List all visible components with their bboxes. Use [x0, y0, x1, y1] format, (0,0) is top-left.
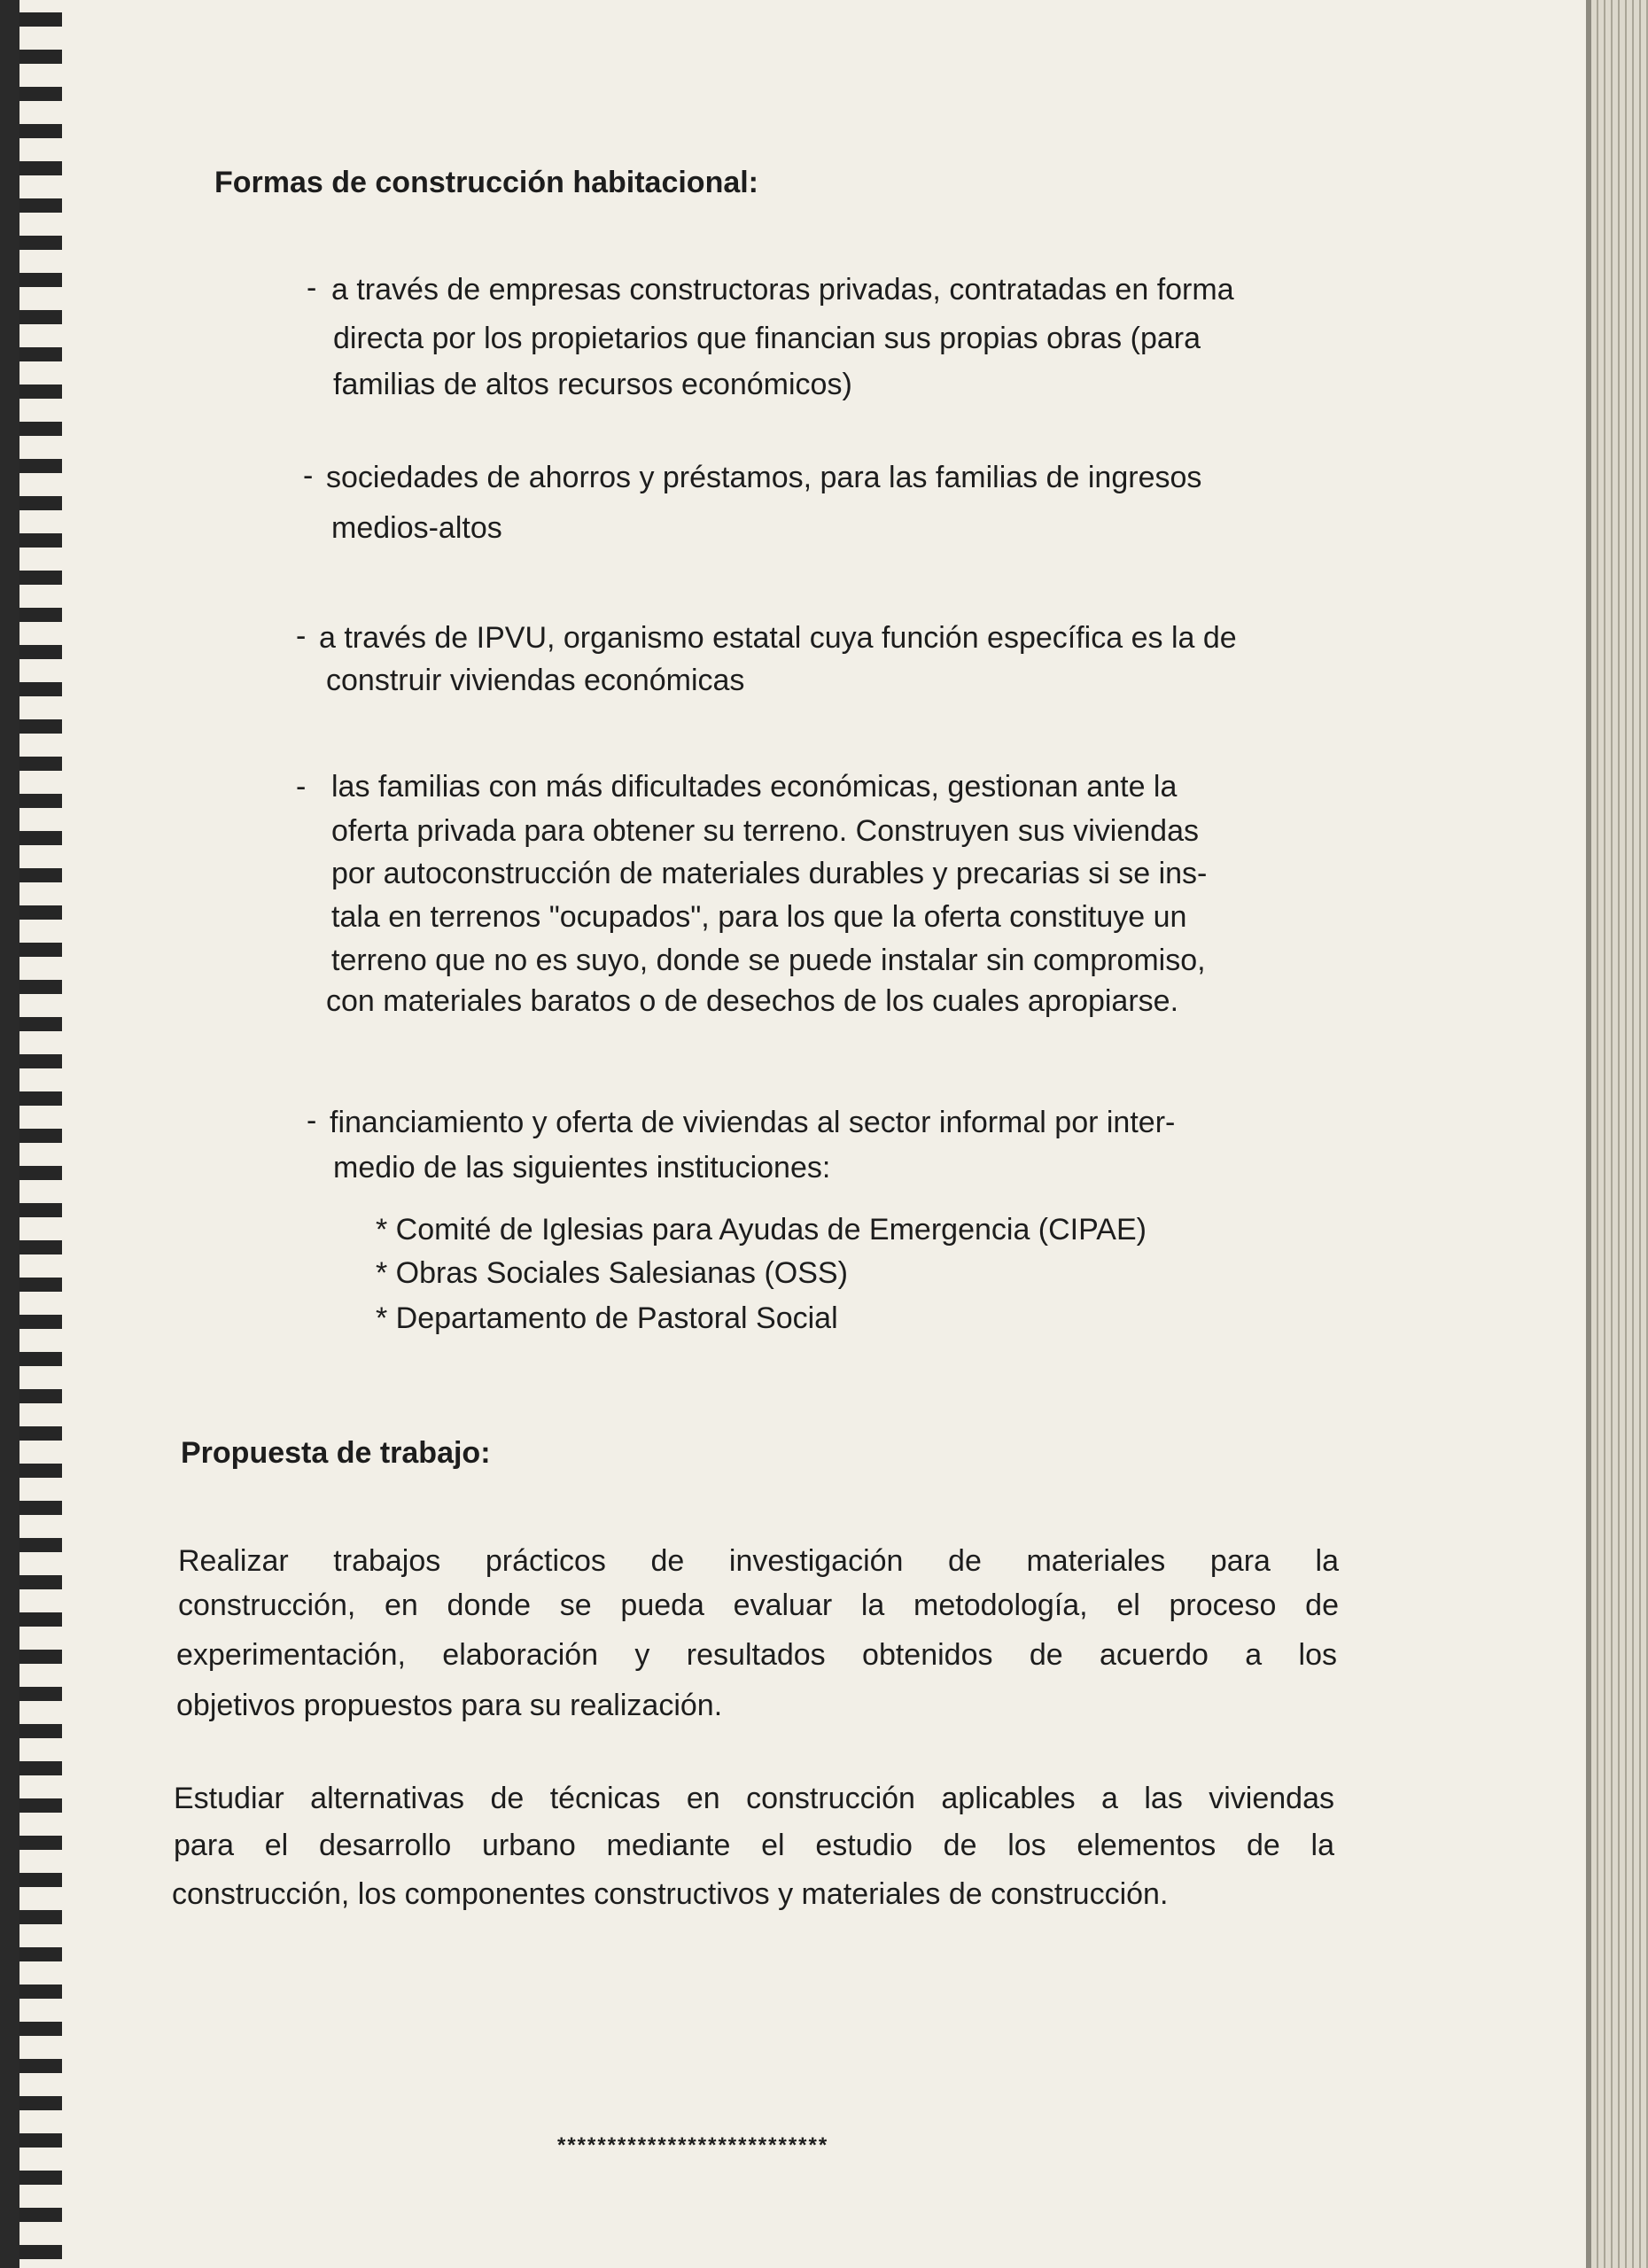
spiral-binding	[0, 0, 62, 2268]
section-heading-propuesta: Propuesta de trabajo:	[181, 1436, 491, 1470]
end-separator: ***************************	[557, 2133, 829, 2157]
paragraph-line: construcción, los componentes constructivos y materiales de construcción.	[172, 1877, 1169, 1911]
item-line: tala en terrenos "ocupados", para los que la oferta constituye un	[331, 900, 1187, 934]
item-line: por autoconstrucción de materiales durables y precarias si se ins-	[331, 857, 1208, 890]
bullet-dash: -	[303, 459, 314, 493]
item-line: las familias con más dificultades económicas, gestionan ante la	[331, 770, 1178, 804]
bullet-dash: -	[296, 770, 307, 804]
item-line: a través de IPVU, organismo estatal cuya función específica es la de	[319, 621, 1237, 655]
item-line: terreno que no es suyo, donde se puede instalar sin compromiso,	[331, 944, 1206, 977]
item-line: financiamiento y oferta de viviendas al sector informal por inter-	[330, 1106, 1176, 1139]
item-line: medios-altos	[331, 511, 502, 545]
paragraph-line: construcción, en donde se pueda evaluar la metodología, el proceso de	[178, 1588, 1339, 1622]
item-line: a través de empresas constructoras privadas, contratadas en forma	[331, 273, 1234, 307]
paragraph-line: Realizar trabajos prácticos de investigación de materiales para la	[178, 1544, 1339, 1578]
item-line: familias de altos recursos económicos)	[333, 368, 852, 401]
institution-item: * Departamento de Pastoral Social	[376, 1301, 838, 1335]
item-line: directa por los propietarios que financian sus propias obras (para	[333, 322, 1201, 355]
page-edges	[1591, 0, 1648, 2268]
item-line: oferta privada para obtener su terreno. Construyen sus viviendas	[331, 814, 1199, 848]
paragraph-line: experimentación, elaboración y resultados obtenidos de acuerdo a los	[176, 1638, 1337, 1672]
item-line: medio de las siguientes instituciones:	[333, 1151, 831, 1184]
section-heading-formas: Formas de construcción habitacional:	[214, 166, 759, 199]
paragraph-line: Estudiar alternativas de técnicas en construcción aplicables a las viviendas	[174, 1782, 1334, 1815]
institution-item: * Obras Sociales Salesianas (OSS)	[376, 1256, 848, 1290]
institution-item: * Comité de Iglesias para Ayudas de Emergencia (CIPAE)	[376, 1213, 1147, 1247]
paragraph-line: para el desarrollo urbano mediante el estudio de los elementos de la	[174, 1829, 1334, 1862]
item-line: sociedades de ahorros y préstamos, para las familias de ingresos	[326, 461, 1202, 494]
paragraph-line: objetivos propuestos para su realización.	[176, 1689, 723, 1722]
item-line: con materiales baratos o de desechos de los cuales apropiarse.	[326, 984, 1179, 1018]
bullet-dash: -	[296, 619, 307, 653]
bullet-dash: -	[307, 1104, 317, 1138]
item-line: construir viviendas económicas	[326, 664, 745, 697]
bullet-dash: -	[307, 271, 317, 305]
